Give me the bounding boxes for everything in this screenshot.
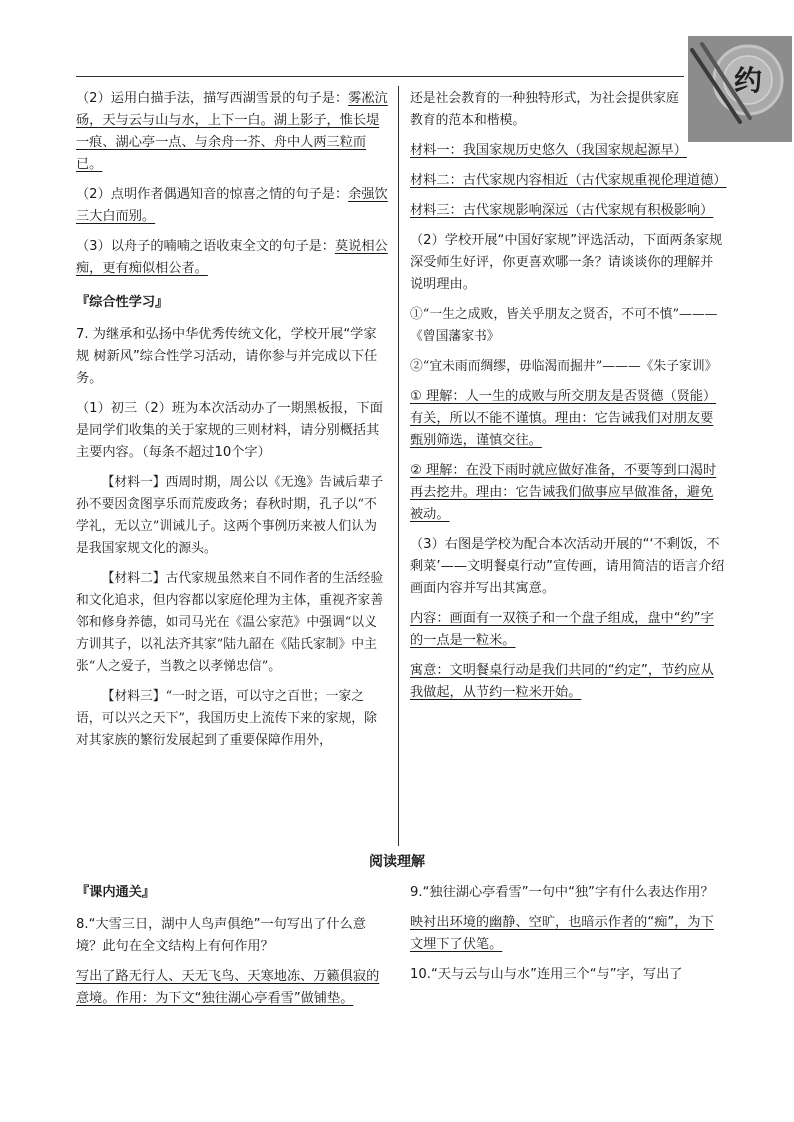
right-column xyxy=(410,88,726,712)
q7-3: （3）右图是学校为配合本次活动开展的“‘不剩饭，不剩菜’——文明餐桌行动”宣传画，请用简洁的语言介绍画面内容并写出其寓意。 xyxy=(410,537,725,596)
q7-2: （2）学校开展“中国好家规”评选活动，下面两条家规深受师生好评，你更喜欢哪一条？请谈谈你的理解并说明理由。 xyxy=(410,233,723,292)
q2b-prompt: （2）点明作者偶遇知音的惊喜之情的句子是： xyxy=(76,187,349,202)
answer-material-2: 材料二：古代家规内容相近（古代家规重视伦理道德） xyxy=(410,173,727,188)
answer-meaning: 寓意：文明餐桌行动是我们共同的“约定”，节约应从我做起，从节约一粒米开始。 xyxy=(410,663,714,700)
q2b-answer: 余强饮三大白而别。 xyxy=(76,187,388,224)
material-2: 【材料二】古代家规虽然来自不同作者的生活经验和文化追求，但内容都以家庭伦理为主体，重视齐家善邻和修身养德，如司马光在《温公家范》中强调“以义方训其子，以礼法齐其家”陆九韶在《陆氏家制》中主张“人之爱子，当教之以孝悌忠信”。 xyxy=(76,571,384,674)
answer-rule-2: ② 理解：在没下雨时就应做好准备，不要等到口渴时再去挖井。理由：它告诫我们做事应早做准备，避免被动。 xyxy=(410,463,717,522)
poster-glyph: 约 xyxy=(733,64,763,97)
header-rule xyxy=(76,76,684,77)
answer-material-1: 材料一：我国家规历史悠久（我国家规起源早） xyxy=(410,143,687,158)
q9: 9.“独往湖心亭看雪”一句中“独”字有什么表达作用？ xyxy=(410,885,714,900)
q7-intro: 7. 为继承和弘扬中华优秀传统文化，学校开展“学家规 树新风”综合性学习活动，请你参与并完成以下任务。 xyxy=(76,327,378,386)
q3-answer: 莫说相公痴，更有痴似相公者。 xyxy=(76,239,388,276)
q2b xyxy=(76,184,388,228)
q8-answer: 写出了路无行人、天无飞鸟、天寒地冻、万籁俱寂的意境。作用：为下文“独往湖心亭看雪”做铺垫。 xyxy=(76,969,380,1006)
section-zonghe: 『综合性学习』 xyxy=(76,295,169,310)
family-rule-1: ①“一生之成败，皆关乎朋友之贤否，不可不慎”———《曾国藩家书》 xyxy=(410,307,718,344)
material-1: 【材料一】西周时期，周公以《无逸》告诫后辈子孙不要因贪图享乐而荒废政务；春秋时期，孔子以“不学礼，无以立”训诫儿子。这两个事例历来被人们认为是我国家规文化的源头。 xyxy=(76,475,384,556)
answer-material-3: 材料三：古代家规影响深远（古代家规有积极影响） xyxy=(410,203,714,218)
answer-rule-1: ① 理解：人一生的成败与所交朋友是否贤德（贤能）有关，所以不能不谨慎。理由：它告诫我们对朋友要甄别筛选，谨慎交往。 xyxy=(410,389,717,448)
q10: 10.“天与云与山与水”连用三个“与”字，写出了 xyxy=(410,967,683,982)
answer-content: 内容：画面有一双筷子和一个盘子组成，盘中“约”字的一点是一粒米。 xyxy=(410,611,714,648)
q2a-answer: 雾凇沆砀，天与云与山与水，上下一白。湖上影子，惟长堤一痕、湖心亭一点、与余舟一芥、舟中人两三粒而已。 xyxy=(76,91,388,172)
material-3-continued: 还是社会教育的一种独特形式，为社会提供家庭教育的范本和楷模。 xyxy=(410,91,679,128)
q3-prompt: （3）以舟子的喃喃之语收束全文的句子是： xyxy=(76,239,335,254)
material-3: 【材料三】“一时之语，可以守之百世；一家之语，可以兴之天下”，我国历史上流传下来的家规，除对其家族的繁衍发展起到了重要保障作用外， xyxy=(76,689,377,748)
reading-section-title: 阅读理解 xyxy=(369,854,425,870)
left-column xyxy=(76,88,388,760)
q3 xyxy=(76,236,388,280)
bottom-left-column xyxy=(76,882,388,1018)
q7-1: （1）初三（2）班为本次活动办了一期黑板报，下面是同学们收集的关于家规的三则材料，请分别概括其主要内容。（每条不超过10个字） xyxy=(76,401,383,460)
column-divider xyxy=(398,86,399,846)
q2a-prompt: （2）运用白描手法，描写西湖雪景的句子是： xyxy=(76,91,349,106)
q2a xyxy=(76,88,388,176)
q9-answer: 映衬出环境的幽静、空旷，也暗示作者的“痴”，为下文埋下了伏笔。 xyxy=(410,915,714,952)
section-kenei: 『课内通关』 xyxy=(76,885,156,900)
q8: 8.“大雪三日，湖中人鸟声俱绝”一句写出了什么意境？此句在全文结构上有何作用？ xyxy=(76,917,366,954)
bottom-right-column xyxy=(410,882,726,994)
family-rule-2: ②“宜未雨而绸缪，毋临渴而掘井”———《朱子家训》 xyxy=(410,359,718,374)
